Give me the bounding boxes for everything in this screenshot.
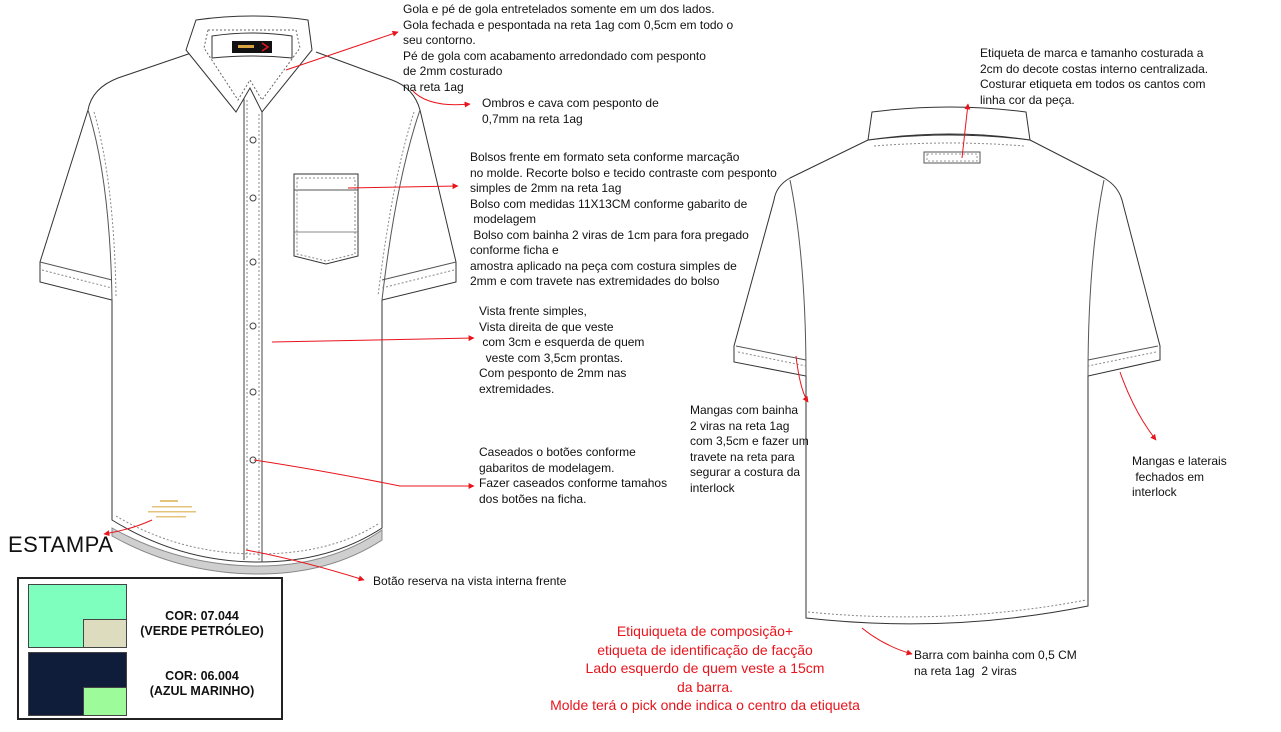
- button-icon: [250, 137, 256, 143]
- button-icon: [250, 259, 256, 265]
- composition-label-note: Etiquiqueta de composição+ etiqueta de identificação de facção Lado esquerdo de quem veste a 15cm da barra. Molde terá o pick onde indica o centro da etiqueta: [550, 623, 860, 713]
- color-swatch-panel: [17, 577, 283, 720]
- hem-note: Barra com bainha com 0,5 CM na reta 1ag 2 viras: [914, 648, 1077, 678]
- pocket-note: Bolsos frente em formato seta conforme marcação no molde. Recorte bolso e tecido contraste com pesponto simples de 2mm na reta 1ag Bolso com medidas 11X13CM conforme gabarito de modelagem Bolso com bainha 2 viras de 1cm para fora pregado conforme ficha e amostra aplicado na peça com costura simples de 2mm e com travete nas extremidades do bolso: [470, 150, 777, 288]
- color-swatch-1-detail: [83, 619, 127, 648]
- button-icon: [250, 195, 256, 201]
- collar-note: Gola e pé de gola entretelados somente em um dos lados. Gola fechada e pespontada na reta 1ag com 0,5cm em todo o seu contorno. Pé de gola com acabamento arredondado com pesponto de 2mm costurado na reta 1ag: [403, 2, 734, 94]
- color-swatch-2-label: COR: 06.004 (AZUL MARINHO): [149, 669, 255, 698]
- brand-label-note: Etiqueta de marca e tamanho costurada a 2cm do decote costas interno centralizada. Costurar etiqueta em todos os cantos com linha cor da peça.: [980, 46, 1209, 107]
- placket-note: Vista frente simples, Vista direita de que veste com 3cm e esquerda de quem veste com 3,5cm prontas. Com pesponto de 2mm nas extremidades.: [479, 304, 645, 396]
- collar-brand-label-icon: [232, 41, 272, 53]
- buttonholes-note: Caseados o botões conforme gabaritos de modelagem. Fazer caseados conforme tamahos dos botões na ficha.: [479, 445, 668, 506]
- color-swatch-1-label: COR: 07.044 (VERDE PETRÓLEO): [140, 609, 264, 638]
- reserve-button-note: Botão reserva na vista interna frente: [373, 574, 567, 588]
- sleeves-note: Mangas com bainha 2 viras na reta 1ag com 3,5cm e fazer um travete na reta para segurar a costura da interlock: [690, 403, 809, 495]
- back-shirt: [734, 107, 1160, 624]
- button-icon: [250, 389, 256, 395]
- button-icon: [250, 323, 256, 329]
- sides-note: Mangas e laterais fechados em interlock: [1132, 454, 1227, 499]
- color-swatch-2: [28, 652, 127, 716]
- color-swatch-2-detail: [83, 687, 127, 716]
- front-shirt: [40, 16, 456, 574]
- shoulders-note: Ombros e cava com pesponto de 0,7mm na reta 1ag: [482, 96, 659, 126]
- estampa-label: ESTAMPA: [8, 532, 114, 557]
- color-swatch-1: [28, 584, 127, 648]
